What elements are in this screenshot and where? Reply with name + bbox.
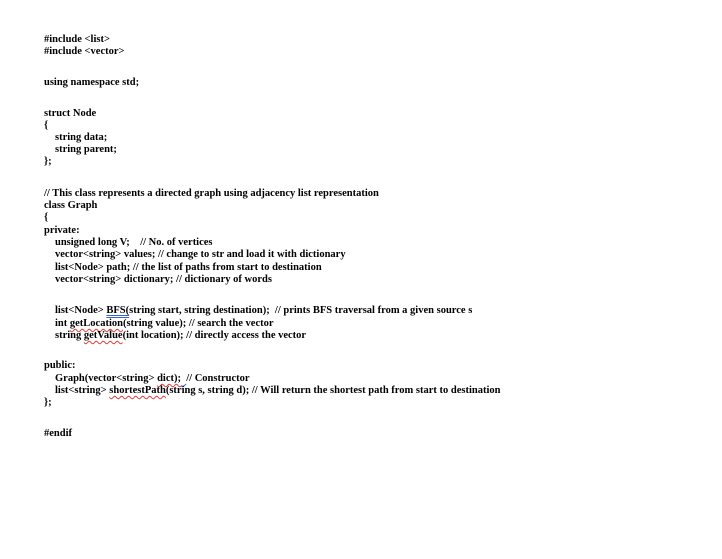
path-field: list<Node> path; // the list of paths from start to destination <box>55 262 322 273</box>
class-brace-close: }; <box>44 397 52 408</box>
getvalue-return-type: string <box>55 330 84 341</box>
vertices-field: unsigned long V; // No. of vertices <box>55 237 213 248</box>
endif-line: #endif <box>44 428 73 439</box>
class-brace-open: { <box>44 212 49 223</box>
getvalue-method-name: getValue <box>83 330 123 341</box>
class-comment-line: // This class represents a directed graph using adjacency list representation <box>44 188 379 199</box>
using-namespace-line: using namespace std; <box>44 77 140 88</box>
getlocation-method-line <box>55 318 274 330</box>
include-vector-line: #include <vector> <box>44 46 125 57</box>
constructor-dict-param: dict); <box>157 373 181 384</box>
getlocation-return-type: int <box>55 318 70 329</box>
shortestpath-method-name: shortestPath <box>109 385 166 396</box>
bfs-method-rest: string start, string destination); // prints BFS traversal from a given source s <box>129 305 473 316</box>
struct-brace-close: }; <box>44 156 52 167</box>
bfs-method-name: BFS( <box>106 305 130 316</box>
bfs-method-line <box>55 305 472 317</box>
shortestpath-return-type: list<string> <box>55 385 110 396</box>
values-field: vector<string> values; // change to str and load it with dictionary <box>55 249 346 260</box>
struct-brace-open: { <box>44 120 49 131</box>
public-label: public: <box>44 360 76 371</box>
constructor-comment: // Constructor <box>186 373 250 384</box>
bfs-return-type: list<Node> <box>55 305 107 316</box>
shortestpath-method-line <box>55 385 500 397</box>
struct-parent-field: string parent; <box>55 144 117 155</box>
constructor-line <box>55 373 250 385</box>
include-list-line: #include <list> <box>44 34 110 45</box>
getlocation-method-rest: (string value); // search the vector <box>122 318 274 329</box>
class-graph-line: class Graph <box>44 200 98 211</box>
private-label: private: <box>44 225 80 236</box>
struct-node-line: struct Node <box>44 108 97 119</box>
dictionary-field: vector<string> dictionary; // dictionary of words <box>55 274 272 285</box>
getlocation-method-name: getLocation <box>69 318 123 329</box>
getvalue-method-rest: (int location); // directly access the vector <box>122 330 307 341</box>
getvalue-method-line <box>55 330 306 342</box>
struct-data-field: string data; <box>55 132 108 143</box>
constructor-signature: Graph(vector<string> <box>55 373 158 384</box>
shortestpath-method-rest: (string s, string d); // Will return the shortest path from start to destination <box>165 385 501 396</box>
